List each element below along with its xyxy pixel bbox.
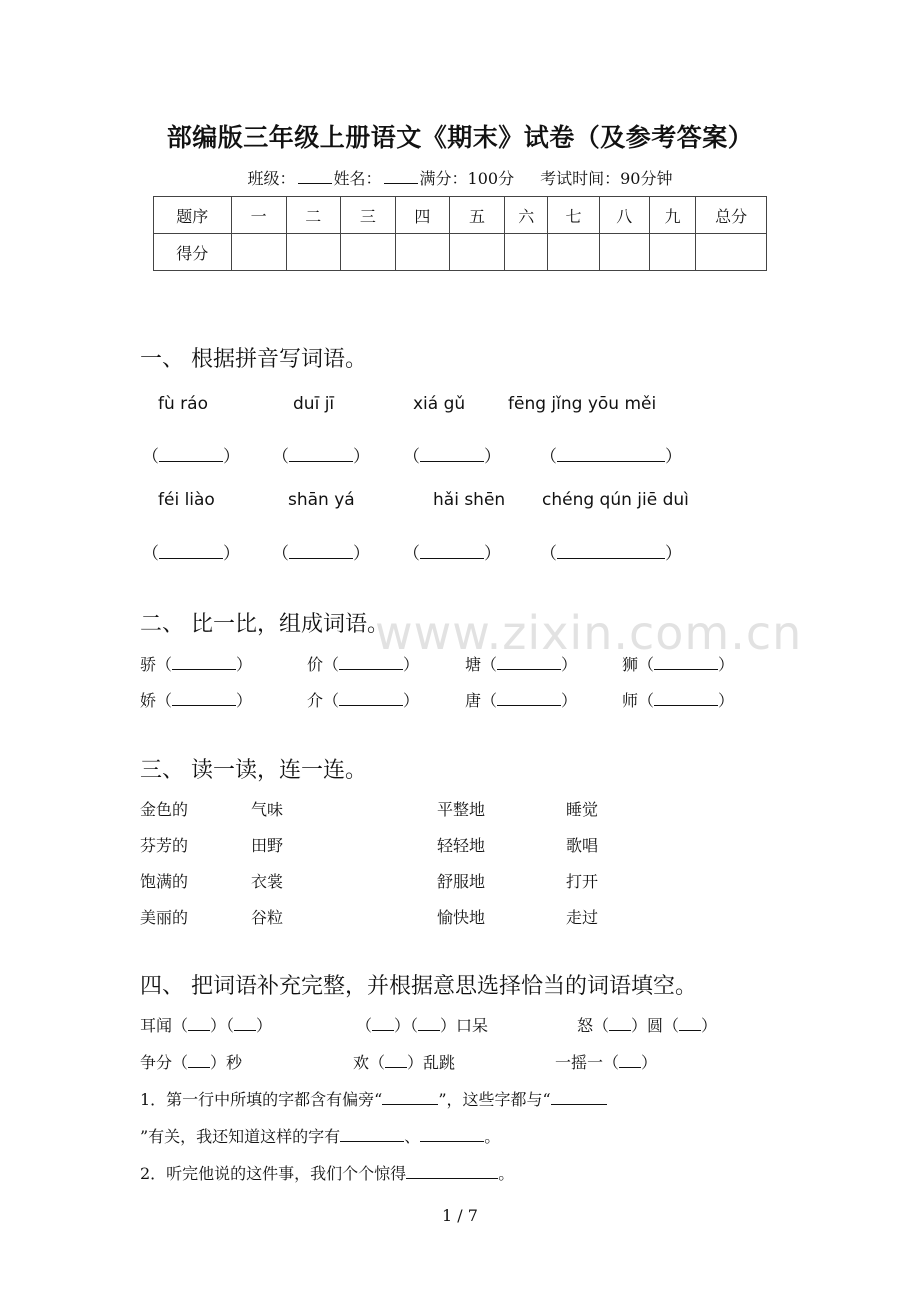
answer-blank[interactable] <box>406 1164 498 1179</box>
idiom-blank[interactable]: 耳闻（ ）（ ） <box>140 1016 273 1035</box>
pinyin-item: fù ráo <box>158 394 208 414</box>
answer-blank[interactable]: （ ） <box>540 544 682 564</box>
match-word[interactable]: 美丽的 <box>140 908 189 927</box>
pinyin-item: xiá gǔ <box>413 394 466 414</box>
score-col-header: 四 <box>395 197 449 234</box>
match-word[interactable]: 平整地 <box>437 800 486 819</box>
score-col-header: 一 <box>231 197 286 234</box>
score-col-header: 题序 <box>154 197 232 234</box>
section-3-title: 三、 读一读，连一连。 <box>140 758 367 783</box>
match-word[interactable]: 睡觉 <box>566 800 599 819</box>
section-2-title: 二、 比一比，组成词语。 <box>140 612 389 637</box>
question-2: 2．听完他说的这件事，我们个个惊得 。 <box>140 1164 515 1183</box>
match-word[interactable]: 打开 <box>566 872 599 891</box>
score-cell[interactable] <box>340 234 395 271</box>
score-cell[interactable] <box>505 234 548 271</box>
answer-blank[interactable]: （ ） <box>272 544 370 564</box>
score-cell[interactable] <box>696 234 767 271</box>
score-col-header: 六 <box>505 197 548 234</box>
watermark: www.zixin.com.cn <box>375 606 803 660</box>
match-word[interactable]: 芬芳的 <box>140 836 189 855</box>
section-4-title: 四、 把词语补充完整，并根据意思选择恰当的词语填空。 <box>140 974 697 999</box>
match-word[interactable]: 舒服地 <box>437 872 486 891</box>
compare-item[interactable]: 师（ ） <box>622 691 735 710</box>
exam-title: 部编版三年级上册语文《期末》试卷（及参考答案） <box>166 123 754 152</box>
idiom-blank[interactable]: 一摇一（ ） <box>555 1053 658 1072</box>
match-word[interactable]: 愉快地 <box>437 908 486 927</box>
page-number: 1 / 7 <box>442 1206 478 1225</box>
score-col-header: 七 <box>548 197 599 234</box>
score-col-header: 三 <box>340 197 395 234</box>
score-table-header-row <box>154 197 767 234</box>
compare-item[interactable]: 价（ ） <box>307 655 420 674</box>
score-cell[interactable] <box>231 234 286 271</box>
answer-blank[interactable]: （ ） <box>403 544 501 564</box>
pinyin-item: féi liào <box>158 490 215 510</box>
score-label: 满分：100分 <box>419 169 515 188</box>
match-word[interactable]: 轻轻地 <box>437 836 486 855</box>
time-label: 考试时间：90分钟 <box>540 169 673 188</box>
answer-blank[interactable]: （ ） <box>142 447 240 467</box>
answer-blank[interactable] <box>420 1127 484 1142</box>
question-1-line-2: ”有关，我还知道这样的字有 、 。 <box>140 1127 501 1146</box>
score-table <box>153 196 767 271</box>
pinyin-item: fēng jǐng yōu měi <box>508 394 657 414</box>
score-col-header: 五 <box>450 197 505 234</box>
compare-item[interactable]: 唐（ ） <box>465 691 578 710</box>
score-cell[interactable] <box>548 234 599 271</box>
match-word[interactable]: 衣裳 <box>251 872 284 891</box>
score-col-header: 九 <box>649 197 695 234</box>
score-col-header: 八 <box>599 197 649 234</box>
question-1-line-1: 1．第一行中所填的字都含有偏旁“ ”，这些字都与“ <box>140 1087 607 1110</box>
score-col-header: 二 <box>286 197 340 234</box>
class-blank <box>298 169 332 184</box>
compare-item[interactable]: 介（ ） <box>307 691 420 710</box>
score-cell[interactable] <box>286 234 340 271</box>
score-row-label: 得分 <box>154 234 232 271</box>
score-cell[interactable] <box>450 234 505 271</box>
pinyin-item: duī jī <box>293 394 335 414</box>
pinyin-item: shān yá <box>288 490 355 510</box>
match-word[interactable]: 谷粒 <box>251 908 284 927</box>
answer-blank[interactable]: （ ） <box>272 447 370 467</box>
name-blank <box>384 169 418 184</box>
class-label: 班级： <box>247 169 296 188</box>
answer-blank[interactable]: （ ） <box>540 447 682 467</box>
pinyin-item: hǎi shēn <box>433 490 506 510</box>
compare-item[interactable]: 骄（ ） <box>140 655 253 674</box>
name-label: 姓名： <box>333 169 382 188</box>
match-word[interactable]: 歌唱 <box>566 836 599 855</box>
score-table-score-row <box>154 234 767 271</box>
exam-info <box>0 166 920 189</box>
pinyin-item: chéng qún jiē duì <box>542 490 689 510</box>
compare-item[interactable]: 塘（ ） <box>465 655 578 674</box>
compare-item[interactable]: 娇（ ） <box>140 691 253 710</box>
score-cell[interactable] <box>395 234 449 271</box>
compare-item[interactable]: 狮（ ） <box>622 655 735 674</box>
match-word[interactable]: 田野 <box>251 836 284 855</box>
idiom-blank[interactable]: 欢（ ）乱跳 <box>353 1053 456 1072</box>
match-word[interactable]: 金色的 <box>140 800 189 819</box>
score-cell[interactable] <box>649 234 695 271</box>
match-word[interactable]: 气味 <box>251 800 284 819</box>
match-word[interactable]: 饱满的 <box>140 872 189 891</box>
answer-blank[interactable] <box>551 1090 607 1105</box>
answer-blank[interactable]: （ ） <box>142 544 240 564</box>
answer-blank[interactable]: （ ） <box>403 447 501 467</box>
match-word[interactable]: 走过 <box>566 908 599 927</box>
score-cell[interactable] <box>599 234 649 271</box>
idiom-blank[interactable]: （ ）（ ）口呆 <box>356 1016 489 1035</box>
section-1-title: 一、 根据拼音写词语。 <box>140 347 367 372</box>
score-col-header: 总分 <box>696 197 767 234</box>
answer-blank[interactable] <box>382 1090 438 1105</box>
idiom-blank[interactable]: 争分（ ）秒 <box>140 1053 243 1072</box>
idiom-blank[interactable]: 怒（ ）圆（ ） <box>577 1016 718 1035</box>
answer-blank[interactable] <box>340 1127 404 1142</box>
